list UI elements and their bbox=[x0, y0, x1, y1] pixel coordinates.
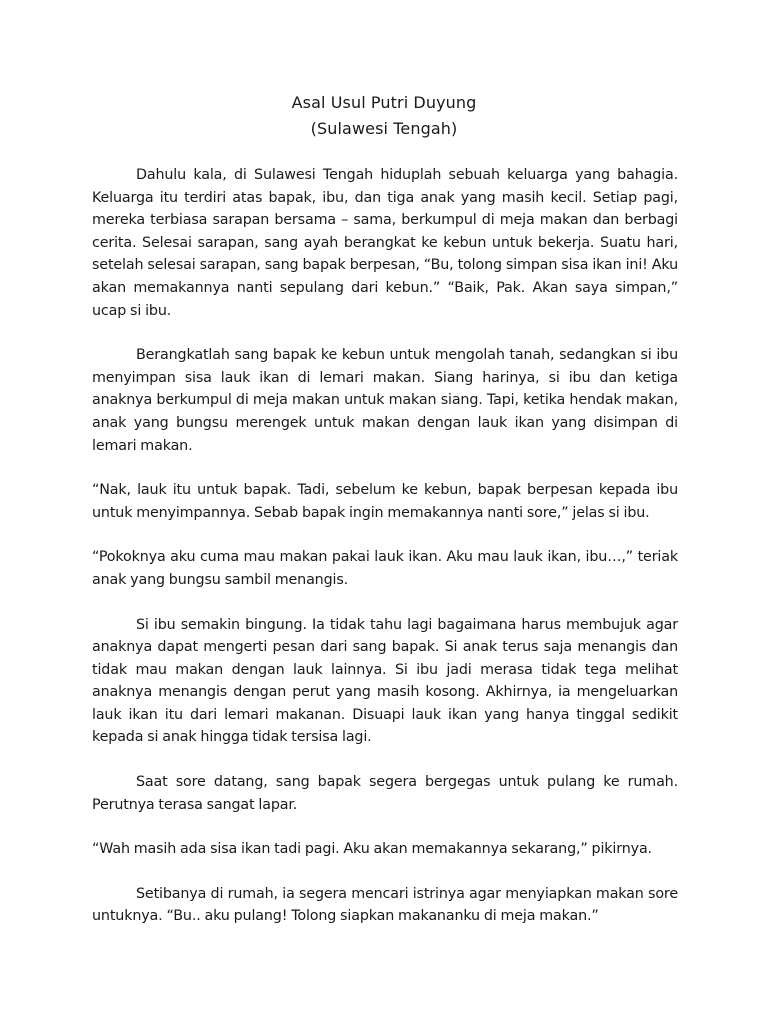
title-block bbox=[0, 90, 768, 142]
paragraph-6: Saat sore datang, sang bapak segera bergegas untuk pulang ke rumah. Perutnya terasa sangat lapar. bbox=[92, 774, 678, 813]
paragraph-1: Dahulu kala, di Sulawesi Tengah hiduplah sebuah keluarga yang bahagia. Keluarga itu terdiri atas bapak, ibu, dan tiga anak yang masih kecil. Setiap pagi, mereka terbiasa sarapan bersama – sama, berkumpul di meja makan dan berbagi cerita. Selesai sarapan, sang ayah berangkat ke kebun untuk bekerja. Suatu hari, setelah selesai sarapan, sang bapak berpesan, “Bu, tolong simpan sisa ikan ini! Aku akan memakannya nanti sepulang dari kebun.” “Baik, Pak. Akan saya simpan,” ucap si ibu. bbox=[92, 167, 678, 319]
paragraph-7: “Wah masih ada sisa ikan tadi pagi. Aku akan memakannya sekarang,” pikirnya. bbox=[92, 841, 652, 858]
paragraph-4: “Pokoknya aku cuma mau makan pakai lauk ikan. Aku mau lauk ikan, ibu…,” teriak anak yang bungsu sambil menangis. bbox=[92, 549, 678, 588]
document-title: Asal Usul Putri Duyung bbox=[291, 93, 477, 112]
paragraph-8: Setibanya di rumah, ia segera mencari istrinya agar menyiapkan makan sore untuknya. “Bu.. aku pulang! Tolong siapkan makananku di meja makan.” bbox=[92, 885, 678, 925]
paragraph-5: Si ibu semakin bingung. Ia tidak tahu lagi bagaimana harus membujuk agar anaknya dapat mengerti pesan dari sang bapak. Si anak terus saja menangis dan tidak mau makan dengan lauk lainnya. Si ibu jadi merasa tidak tega melihat anaknya menangis dengan perut yang masih kosong. Akhirnya, ia mengeluarkan lauk ikan itu dari lemari makanan. Disuapi lauk ikan yang hanya tinggal sedikit kepada si anak hingga tidak tersisa lagi. bbox=[92, 616, 678, 746]
paragraph-3: “Nak, lauk itu untuk bapak. Tadi, sebelum ke kebun, bapak berpesan kepada ibu untuk menyimpannya. Sebab bapak ingin memakannya nanti sore,” jelas si ibu. bbox=[92, 482, 678, 521]
paragraph-2: Berangkatlah sang bapak ke kebun untuk mengolah tanah, sedangkan si ibu menyimpan sisa lauk ikan di lemari makan. Siang harinya, si ibu dan ketiga anaknya berkumpul di meja makan untuk makan siang. Tapi, ketika hendak makan, anak yang bungsu merengek untuk makan dengan lauk ikan yang disimpan di lemari makan. bbox=[92, 347, 678, 454]
document-body bbox=[92, 164, 678, 928]
document-subtitle: (Sulawesi Tengah) bbox=[310, 119, 458, 138]
